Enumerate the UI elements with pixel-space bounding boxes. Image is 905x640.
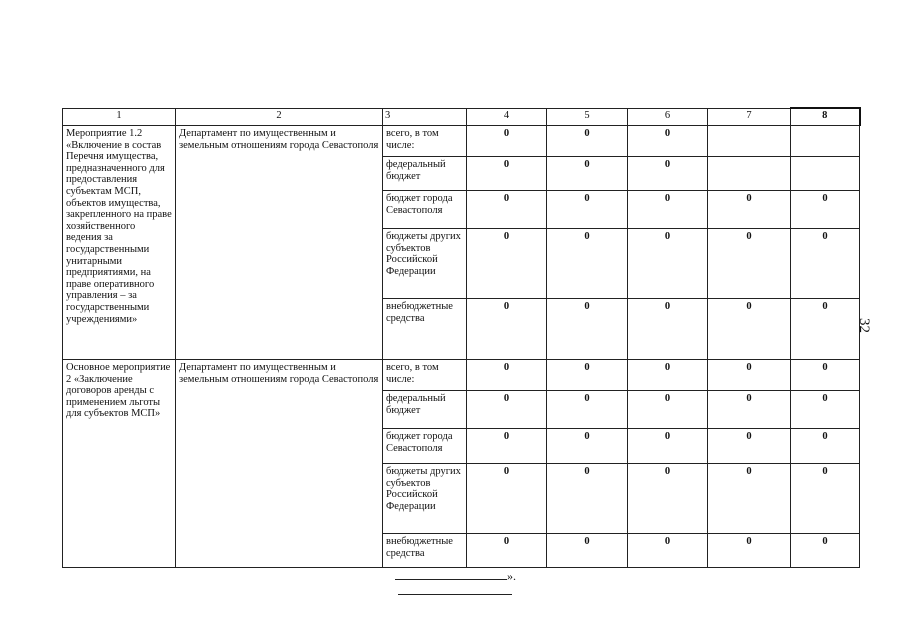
funding-source-cell: внебюджетные средства bbox=[383, 299, 467, 360]
closing-quote: ». bbox=[507, 569, 516, 583]
value-cell: 0 bbox=[547, 157, 628, 191]
col-header-7: 7 bbox=[708, 108, 791, 126]
value-cell: 0 bbox=[547, 191, 628, 229]
value-cell: 0 bbox=[791, 191, 860, 229]
executor-cell: Департамент по имущественным и земельным отношениям города Севастополя bbox=[176, 360, 383, 568]
value-cell: 0 bbox=[708, 534, 791, 568]
funding-source-cell: внебюджетные средства bbox=[383, 534, 467, 568]
value-cell bbox=[791, 157, 860, 191]
table-row bbox=[63, 126, 860, 157]
value-cell: 0 bbox=[547, 229, 628, 299]
funding-source-cell: бюджеты других субъектов Российской Федерации bbox=[383, 229, 467, 299]
event-cell: Мероприятие 1.2 «Включение в состав Перечня имущества, предназначенного для предоставления субъектам МСП, объектов имущества, закрепленного на праве хозяйственного ведения за государственными унитарными предприятиями, на праве оперативного управления – за государственными учреждениями» bbox=[63, 126, 176, 360]
value-cell: 0 bbox=[628, 391, 708, 429]
col-header-5: 5 bbox=[547, 108, 628, 126]
value-cell: 0 bbox=[708, 391, 791, 429]
col-header-6: 6 bbox=[628, 108, 708, 126]
col-header-8: 8 bbox=[791, 108, 860, 126]
value-cell: 0 bbox=[628, 157, 708, 191]
budget-table bbox=[62, 107, 861, 568]
value-cell: 0 bbox=[791, 464, 860, 534]
value-cell: 0 bbox=[467, 229, 547, 299]
value-cell: 0 bbox=[628, 299, 708, 360]
col-header-2: 2 bbox=[176, 108, 383, 126]
event-cell: Основное мероприятие 2 «Заключение договоров аренды с применением льготы для субъектов МСП» bbox=[63, 360, 176, 568]
value-cell: 0 bbox=[708, 191, 791, 229]
funding-source-cell: бюджет города Севастополя bbox=[383, 191, 467, 229]
page-number: 32 bbox=[856, 318, 872, 333]
value-cell: 0 bbox=[628, 360, 708, 391]
value-cell: 0 bbox=[547, 534, 628, 568]
col-header-4: 4 bbox=[467, 108, 547, 126]
value-cell: 0 bbox=[791, 229, 860, 299]
value-cell: 0 bbox=[791, 534, 860, 568]
value-cell: 0 bbox=[467, 360, 547, 391]
value-cell: 0 bbox=[791, 391, 860, 429]
value-cell: 0 bbox=[467, 299, 547, 360]
table-row bbox=[63, 360, 860, 391]
value-cell bbox=[708, 157, 791, 191]
value-cell: 0 bbox=[628, 429, 708, 464]
value-cell: 0 bbox=[628, 464, 708, 534]
funding-source-cell: всего, в том числе: bbox=[383, 360, 467, 391]
value-cell: 0 bbox=[628, 191, 708, 229]
value-cell: 0 bbox=[467, 391, 547, 429]
funding-source-cell: всего, в том числе: bbox=[383, 126, 467, 157]
value-cell: 0 bbox=[628, 534, 708, 568]
col-header-3: 3 bbox=[383, 108, 467, 126]
value-cell: 0 bbox=[547, 391, 628, 429]
value-cell: 0 bbox=[708, 360, 791, 391]
value-cell bbox=[791, 126, 860, 157]
value-cell: 0 bbox=[628, 229, 708, 299]
value-cell: 0 bbox=[791, 429, 860, 464]
value-cell: 0 bbox=[708, 299, 791, 360]
value-cell: 0 bbox=[467, 429, 547, 464]
value-cell: 0 bbox=[708, 429, 791, 464]
header-row bbox=[63, 108, 860, 126]
value-cell bbox=[708, 126, 791, 157]
funding-source-cell: федеральный бюджет bbox=[383, 391, 467, 429]
funding-source-cell: федеральный бюджет bbox=[383, 157, 467, 191]
value-cell: 0 bbox=[467, 157, 547, 191]
value-cell: 0 bbox=[547, 299, 628, 360]
value-cell: 0 bbox=[547, 464, 628, 534]
footer-rule bbox=[398, 594, 512, 595]
value-cell: 0 bbox=[547, 360, 628, 391]
closing-line bbox=[395, 569, 516, 584]
value-cell: 0 bbox=[467, 534, 547, 568]
value-cell: 0 bbox=[467, 126, 547, 157]
col-header-1: 1 bbox=[63, 108, 176, 126]
funding-source-cell: бюджеты других субъектов Российской Федерации bbox=[383, 464, 467, 534]
value-cell: 0 bbox=[547, 429, 628, 464]
value-cell: 0 bbox=[791, 360, 860, 391]
value-cell: 0 bbox=[708, 464, 791, 534]
closing-underline bbox=[395, 571, 507, 580]
funding-source-cell: бюджет города Севастополя bbox=[383, 429, 467, 464]
value-cell: 0 bbox=[547, 126, 628, 157]
value-cell: 0 bbox=[467, 191, 547, 229]
value-cell: 0 bbox=[708, 229, 791, 299]
value-cell: 0 bbox=[628, 126, 708, 157]
value-cell: 0 bbox=[467, 464, 547, 534]
value-cell: 0 bbox=[791, 299, 860, 360]
executor-cell: Департамент по имущественным и земельным отношениям города Севастополя bbox=[176, 126, 383, 360]
